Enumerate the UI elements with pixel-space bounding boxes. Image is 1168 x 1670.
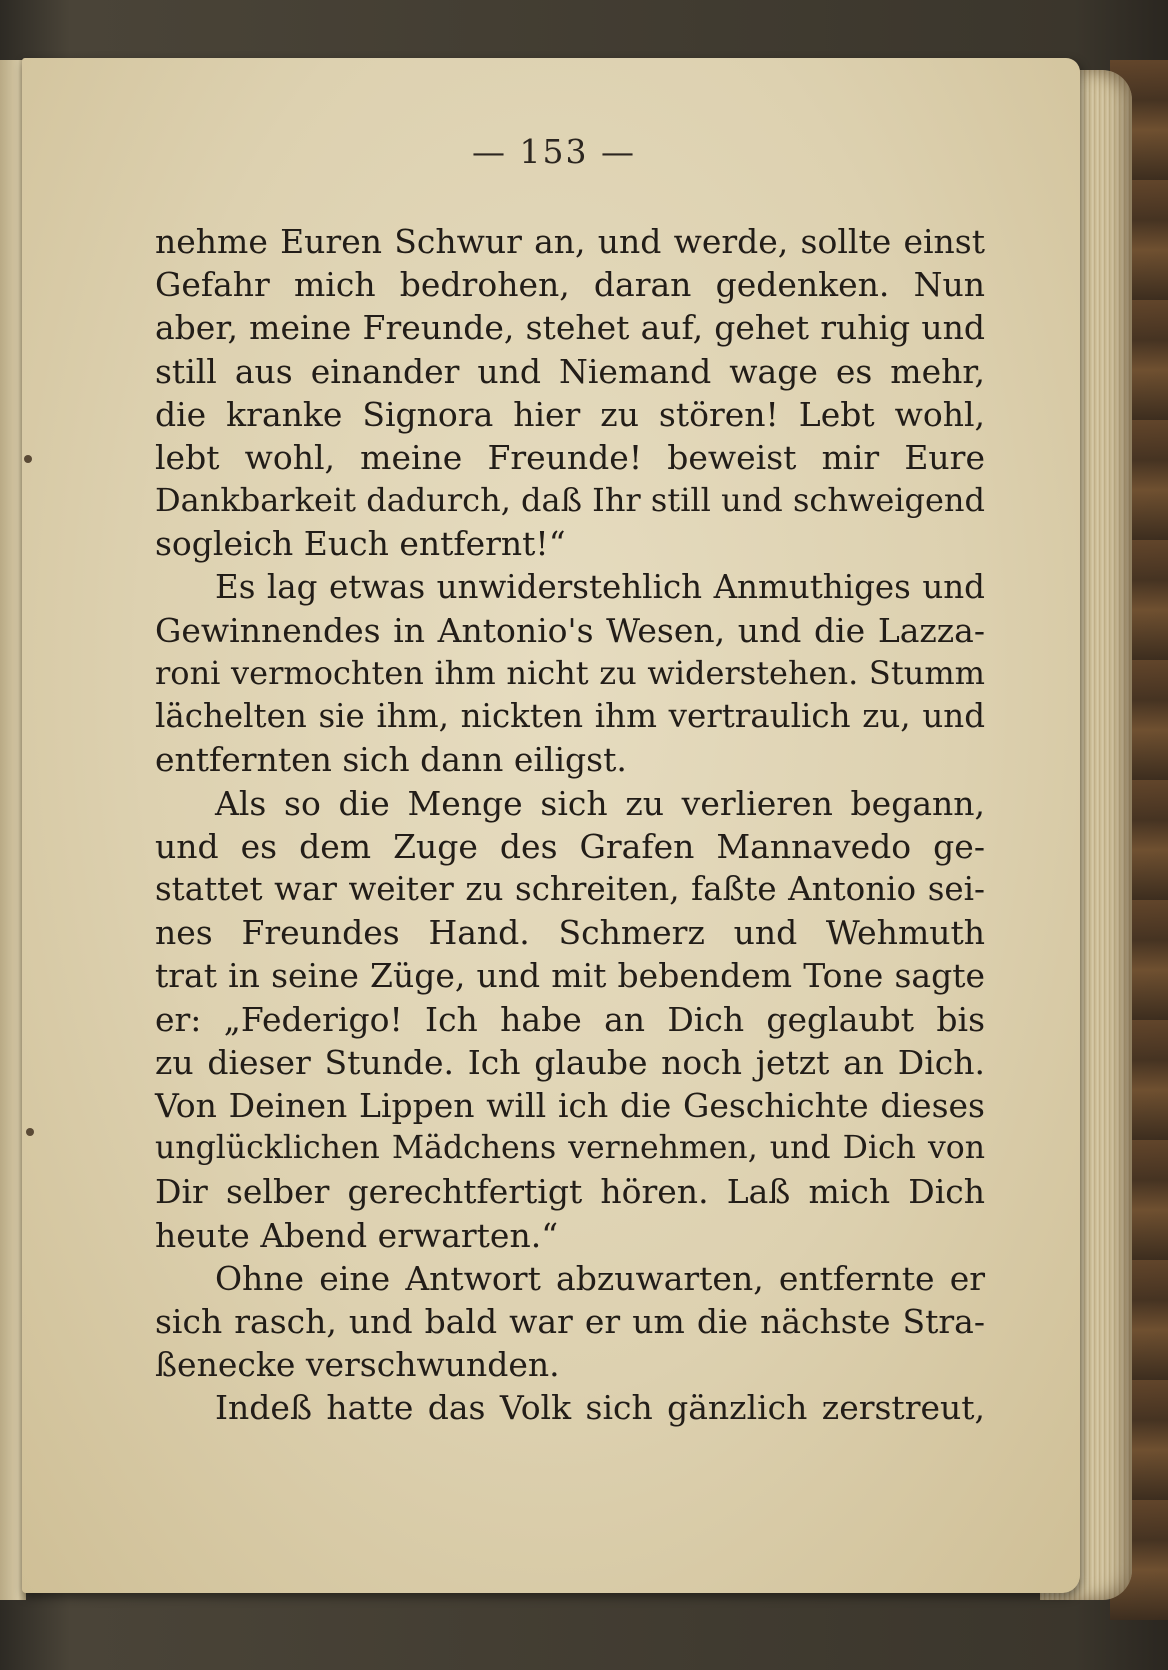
binding-mark	[26, 1128, 34, 1136]
text-line: Dankbarkeit dadurch, daß Ihr still und schweigend	[155, 481, 985, 520]
text-line: Indeß hatte das Volk sich gänzlich zerstreut,	[215, 1388, 985, 1428]
text-line: und es dem Zuge des Grafen Mannavedo ge-	[155, 826, 985, 866]
text-line: sich rasch, und bald war er um die nächste Stra-	[155, 1302, 985, 1342]
text-line: entfernten sich dann eiligst.	[155, 740, 627, 780]
text-line: die kranke Signora hier zu stören! Lebt wohl,	[155, 394, 985, 434]
text-line: nehme Euren Schwur an, und werde, sollte einst	[155, 222, 985, 261]
text-line: er: „Federigo! Ich habe an Dich geglaubt bis	[155, 999, 985, 1039]
text-line: ßenecke verschwunden.	[155, 1345, 560, 1385]
text-line: Es lag etwas unwiderstehlich Anmuthiges und	[215, 567, 985, 606]
text-line: Ohne eine Antwort abzuwarten, entfernte er	[215, 1258, 985, 1298]
text-line: Gefahr mich bedrohen, daran gedenken. Nun	[155, 265, 985, 305]
text-line: zu dieser Stunde. Ich glaube noch jetzt an Dich.	[155, 1042, 985, 1082]
page-number: — 153 —	[472, 132, 636, 171]
text-line: trat in seine Züge, und mit bebendem Tone sagte	[155, 956, 985, 996]
text-line: Gewinnendes in Antonio's Wesen, und die Lazza-	[155, 610, 985, 650]
text-line: sogleich Euch entfernt!“	[155, 524, 566, 564]
text-line: stattet war weiter zu schreiten, faßte Antonio sei-	[155, 870, 985, 909]
text-line: nes Freundes Hand. Schmerz und Wehmuth	[155, 913, 985, 953]
text-line: heute Abend erwarten.“	[155, 1215, 559, 1255]
text-line: Dir selber gerechtfertigt hören. Laß mich Dich	[155, 1172, 985, 1212]
text-line: roni vermochten ihm nicht zu widerstehen. Stumm	[155, 654, 985, 693]
text-line: aber, meine Freunde, stehet auf, gehet ruhig und	[155, 308, 985, 348]
body-text	[155, 220, 985, 1430]
binding-mark	[24, 455, 32, 463]
text-line: lächelten sie ihm, nickten ihm vertraulich zu, und	[155, 697, 985, 736]
text-line: lebt wohl, meine Freunde! beweist mir Eure	[155, 438, 985, 478]
text-line: unglücklichen Mädchens vernehmen, und Dich von	[155, 1130, 985, 1167]
text-line: still aus einander und Niemand wage es mehr,	[155, 351, 985, 391]
text-line: Von Deinen Lippen will ich die Geschichte dieses	[155, 1086, 985, 1126]
text-line: Als so die Menge sich zu verlieren begann,	[215, 783, 985, 823]
